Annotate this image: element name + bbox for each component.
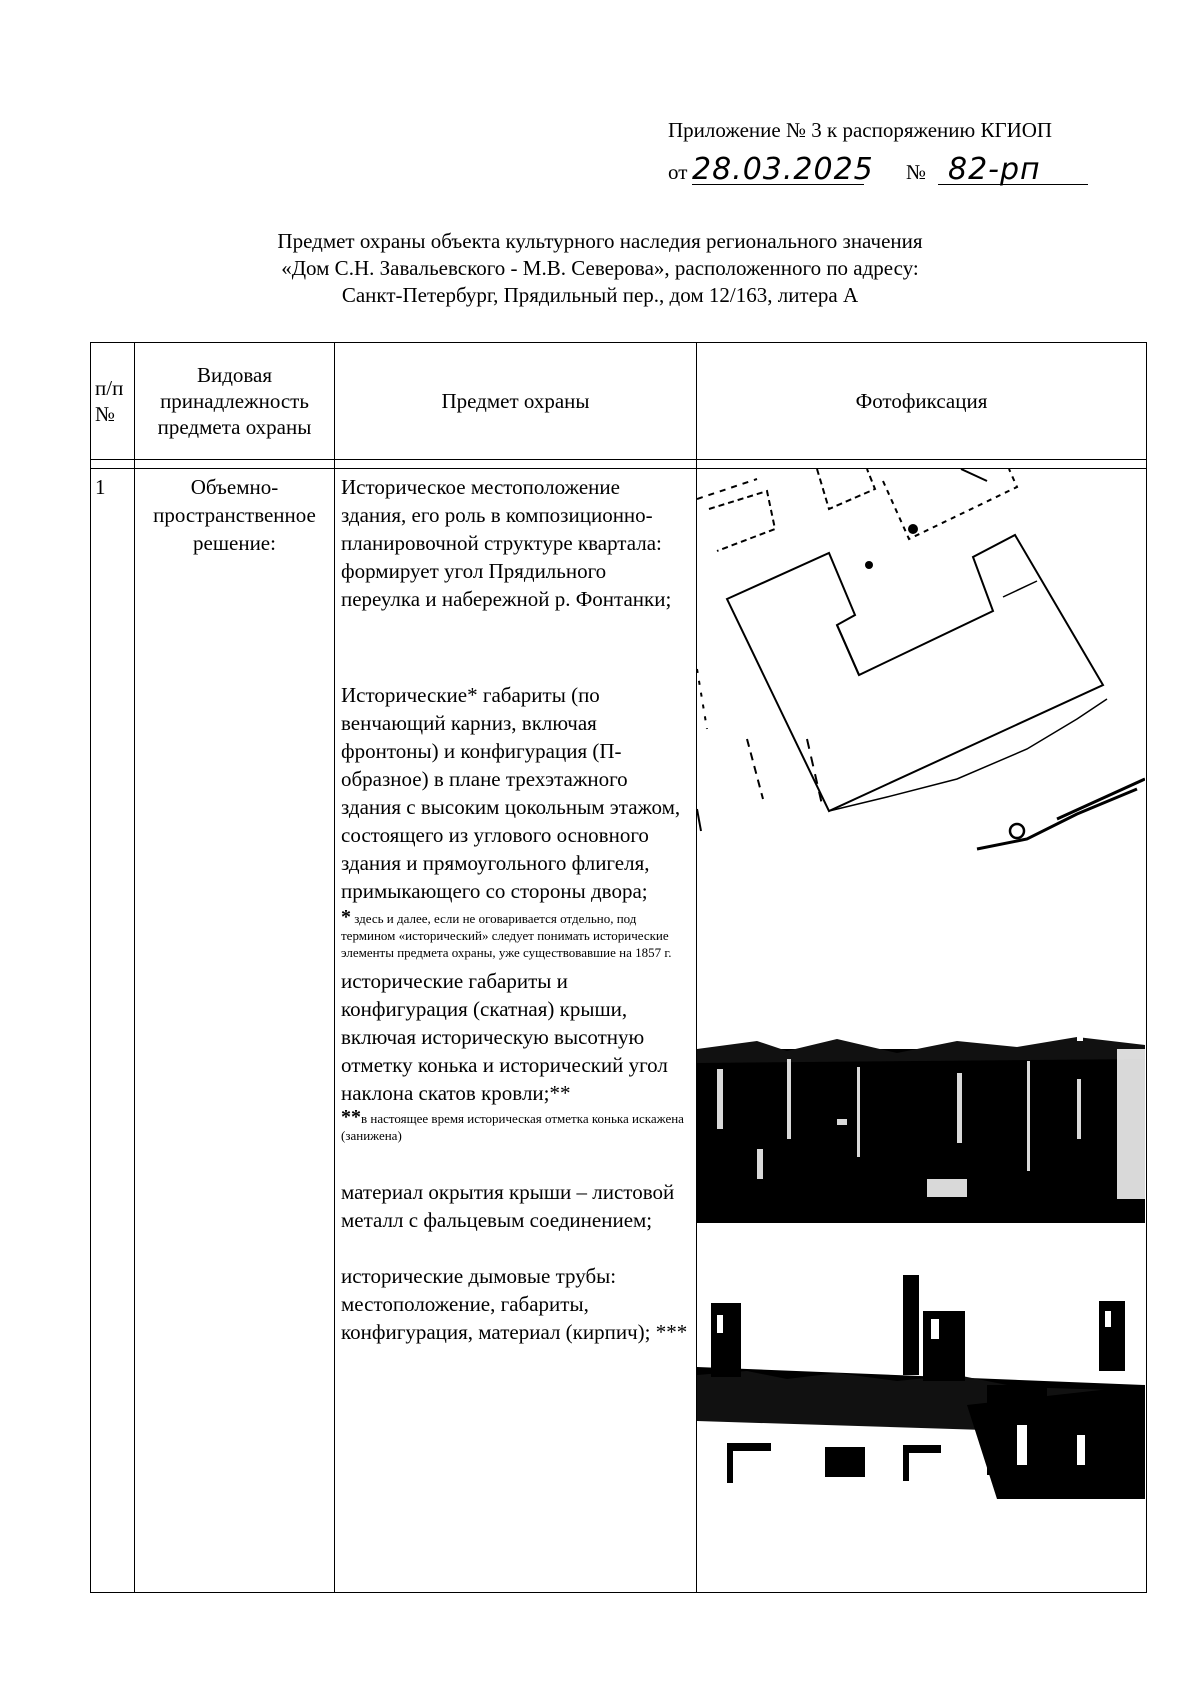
footnote-historic: * здесь и далее, если не оговаривается отдельно, под термином «исторический» следует понимать исторические элементы предмета охраны, уже существовавшие на 1857 г. [341, 906, 672, 960]
date-underline [692, 184, 864, 185]
site-plan-svg [697, 469, 1145, 889]
table-separator-row [91, 460, 1147, 469]
subject-dimensions: Исторические* габариты (по венчающий карниз, включая фронтоны) и конфигурация (П-образное) в плане трехэтажного здания с высоким цокольным этажом, состоящего из углового основного здания и прямоугольного флигеля, примыкающего со стороны двора; [341, 683, 681, 903]
site-plan-image [697, 469, 1145, 889]
subject-location: Историческое местоположение здания, его роль в композиционно-планировочной структуре квартала: формирует угол Прядильного переулка и набережной р. Фонтанки; [341, 475, 672, 611]
row-kind: Объемно-пространственное решение: [135, 469, 335, 1593]
title-line-1: Предмет охраны объекта культурного наследия регионального значения [277, 229, 923, 253]
title-line-2: «Дом С.Н. Завальевского - М.В. Северова», расположенного по адресу: [281, 256, 919, 280]
from-label: от [668, 160, 688, 184]
document-title [150, 228, 1050, 309]
subject-roof-material: материал окрытия крыши – листовой металл с фальцевым соединением; [341, 1180, 675, 1232]
number-underline [938, 184, 1088, 185]
protection-table [90, 342, 1147, 1593]
subject-roof: исторические габариты и конфигурация (скатная) крыши, включая историческую высотную отметку конька и исторический угол наклона скатов кровли;** [341, 969, 668, 1105]
title-line-3: Санкт-Петербург, Прядильный пер., дом 12/163, литера А [341, 283, 859, 307]
footnote-star-double: ** [341, 1106, 361, 1128]
header-kind: Видовая принадлежность предмета охраны [135, 343, 335, 460]
order-date: 28.03.2025 [692, 152, 874, 187]
header-photo: Фотофиксация [697, 343, 1147, 460]
appendix-reference: Приложение № 3 к распоряжению КГИОП [668, 118, 1053, 142]
order-date-number [668, 150, 1128, 190]
table-row [91, 469, 1147, 1593]
footnote-ridge: **в настоящее время историческая отметка конька искажена (занижена) [341, 1106, 684, 1143]
roof-photo [697, 1275, 1145, 1499]
footnote-star: * [341, 906, 351, 928]
row-subject [335, 469, 697, 1593]
header-num: п/п № [91, 343, 135, 460]
roof-photo-svg [697, 1275, 1145, 1499]
header-subject: Предмет охраны [335, 343, 697, 460]
facade-photo [697, 1029, 1145, 1223]
order-number: 82-рп [948, 152, 1041, 187]
number-label: № [906, 160, 927, 184]
table-header-row [91, 343, 1147, 460]
row-photos [697, 469, 1147, 1593]
row-number: 1 [91, 469, 135, 1593]
facade-photo-svg [697, 1029, 1145, 1223]
building-outline [727, 535, 1103, 811]
neighbour-outline [817, 469, 875, 509]
subject-chimneys: исторические дымовые трубы: местоположение, габариты, конфигурация, материал (кирпич); *** [341, 1264, 688, 1344]
